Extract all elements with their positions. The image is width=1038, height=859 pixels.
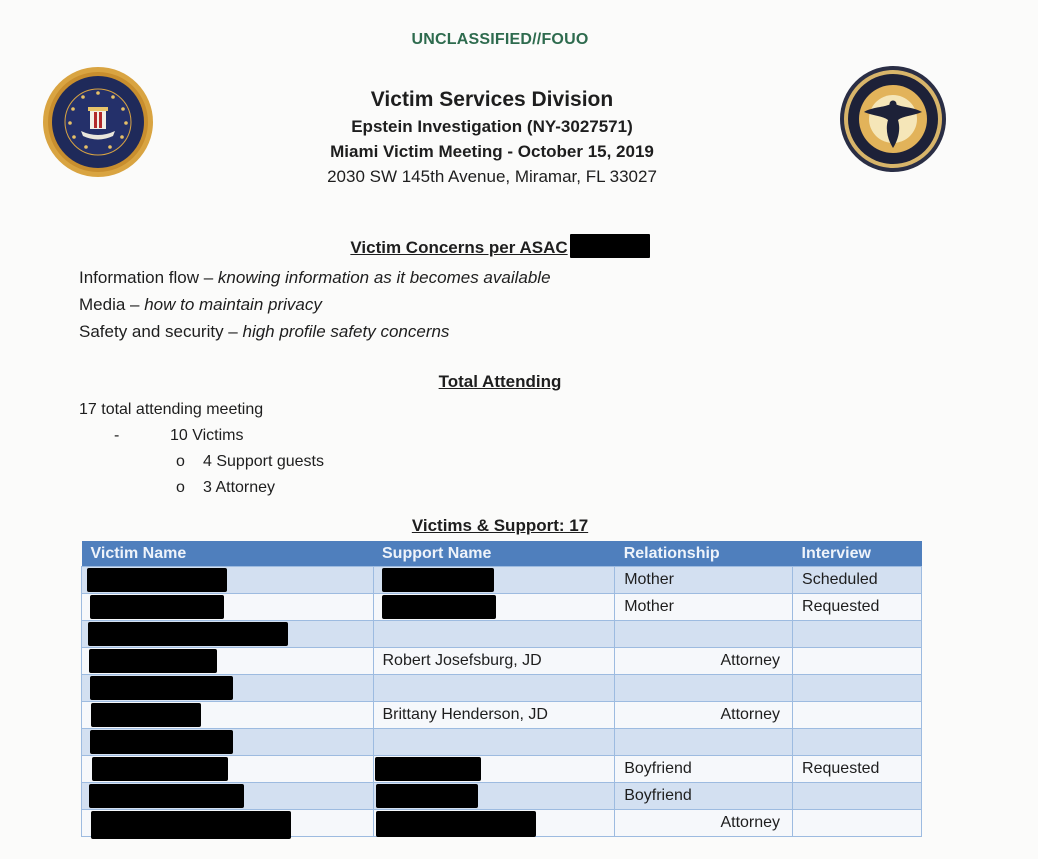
support-count: 4 Support guests (203, 453, 324, 470)
relationship-cell: Attorney (615, 702, 793, 729)
redaction-bar (570, 234, 650, 258)
relationship-cell (615, 729, 793, 756)
concerns-list (79, 264, 551, 345)
support-name-cell (373, 783, 615, 810)
concern-item (79, 291, 551, 318)
support-name-cell (373, 621, 615, 648)
table-row (82, 756, 922, 783)
concerns-heading (0, 238, 1000, 258)
support-name-cell: Robert Josefsburg, JD (373, 648, 615, 675)
table-row (82, 702, 922, 729)
relationship-cell: Attorney (615, 810, 793, 837)
attending-total: 17 total attending meeting (79, 401, 264, 418)
column-header-victim-name: Victim Name (82, 541, 374, 567)
classification-marking: UNCLASSIFIED//FOUO (411, 31, 589, 48)
redaction-bar (87, 568, 227, 592)
table-row (82, 621, 922, 648)
redaction-bar (382, 595, 496, 619)
victim-name-cell (82, 621, 374, 648)
victim-name-cell (82, 567, 374, 594)
support-name-cell (373, 594, 615, 621)
concern-label: Media – (79, 295, 145, 314)
victim-name-cell (82, 594, 374, 621)
attending-support (79, 449, 324, 475)
circle-bullet-icon: o (176, 453, 185, 470)
redaction-bar (90, 676, 233, 700)
table-row (82, 810, 922, 837)
interview-cell (793, 621, 922, 648)
redaction-bar (91, 703, 201, 727)
redaction-bar (88, 622, 288, 646)
relationship-cell: Boyfriend (615, 756, 793, 783)
victim-name-cell (82, 729, 374, 756)
victims-support-table (81, 541, 922, 837)
concern-item (79, 264, 551, 291)
table-row (82, 594, 922, 621)
circle-bullet-icon: o (176, 479, 185, 496)
table-header-row (82, 541, 922, 567)
redaction-bar (91, 811, 291, 839)
interview-cell (793, 702, 922, 729)
concern-label: Safety and security – (79, 322, 243, 341)
meeting-address: 2030 SW 145th Avenue, Miramar, FL 33027 (327, 167, 657, 186)
column-header-relationship: Relationship (615, 541, 793, 567)
support-name-cell (373, 567, 615, 594)
relationship-cell: Mother (615, 567, 793, 594)
interview-cell (793, 648, 922, 675)
table-row (82, 675, 922, 702)
investigation-title: Epstein Investigation (NY-3027571) (351, 117, 633, 136)
victims-count: 10 Victims (170, 427, 244, 444)
division-title: Victim Services Division (370, 88, 614, 111)
table-row (82, 648, 922, 675)
table-heading: Victims & Support: 17 (411, 516, 589, 535)
victim-name-cell (82, 648, 374, 675)
concerns-heading-text: Victim Concerns per ASAC (350, 238, 568, 257)
column-header-support-name: Support Name (373, 541, 615, 567)
interview-cell: Scheduled (793, 567, 922, 594)
redaction-bar (382, 568, 494, 592)
interview-cell: Requested (793, 594, 922, 621)
victim-name-cell (82, 756, 374, 783)
relationship-cell (615, 675, 793, 702)
meeting-title: Miami Victim Meeting - October 15, 2019 (330, 142, 654, 161)
victim-name-cell (82, 810, 374, 837)
interview-cell: Requested (793, 756, 922, 783)
relationship-cell: Boyfriend (615, 783, 793, 810)
support-name-cell (373, 675, 615, 702)
redaction-bar (376, 811, 536, 837)
concern-item (79, 318, 551, 345)
table-row (82, 729, 922, 756)
interview-cell (793, 675, 922, 702)
redaction-bar (90, 595, 224, 619)
table-row (82, 783, 922, 810)
redaction-bar (376, 784, 478, 808)
victim-name-cell (82, 783, 374, 810)
attorney-count: 3 Attorney (203, 479, 276, 496)
dash-bullet-icon: - (114, 427, 120, 444)
relationship-cell (615, 621, 793, 648)
attending-heading: Total Attending (438, 372, 562, 391)
concern-detail: knowing information as it becomes available (217, 268, 551, 287)
redaction-bar (90, 730, 233, 754)
victim-name-cell (82, 702, 374, 729)
redaction-bar (92, 757, 228, 781)
relationship-cell: Attorney (615, 648, 793, 675)
concern-detail: high profile safety concerns (242, 322, 450, 341)
relationship-cell: Mother (615, 594, 793, 621)
redaction-bar (375, 757, 481, 781)
attending-victims (79, 423, 324, 449)
table-row (82, 567, 922, 594)
redaction-bar (89, 649, 217, 673)
concern-label: Information flow – (79, 268, 218, 287)
support-name-cell (373, 729, 615, 756)
column-header-interview: Interview (793, 541, 922, 567)
support-name-cell: Brittany Henderson, JD (373, 702, 615, 729)
victim-name-cell (82, 675, 374, 702)
redaction-bar (89, 784, 244, 808)
interview-cell (793, 729, 922, 756)
concern-detail: how to maintain privacy (144, 295, 322, 314)
attending-list (79, 397, 324, 501)
interview-cell (793, 783, 922, 810)
support-name-cell (373, 810, 615, 837)
interview-cell (793, 810, 922, 837)
attending-attorney (79, 475, 324, 501)
support-name-cell (373, 756, 615, 783)
document-header (0, 86, 984, 189)
